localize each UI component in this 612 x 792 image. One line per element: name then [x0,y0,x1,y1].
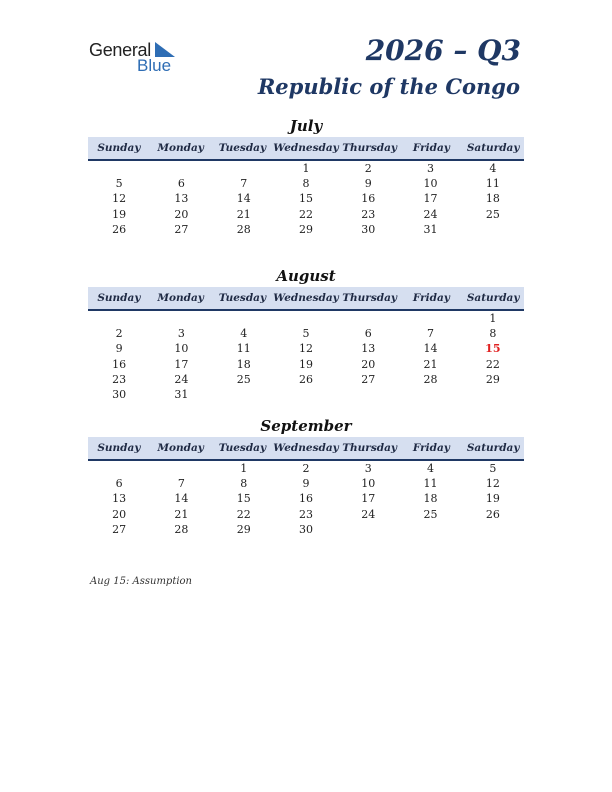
day-cell: 26 [298,372,313,386]
month-july [88,116,524,237]
day-cell: 18 [485,192,500,206]
day-cell: 21 [236,207,251,221]
week-row [88,222,524,237]
weekday-header-thursday: Thursday [342,292,397,304]
week-row [88,522,524,537]
day-cell: 2 [364,162,372,175]
day-cell [462,222,524,237]
day-cell: 7 [427,327,435,341]
holiday-day-cell: 15 [485,342,501,356]
day-cell: 30 [361,222,376,236]
day-cell [150,161,212,176]
day-cell: 4 [240,327,248,341]
weekday-header-sunday: Sunday [97,142,141,154]
day-cell: 26 [485,507,500,521]
day-cell: 30 [298,522,313,536]
day-cell: 7 [177,477,185,491]
day-cell: 31 [174,387,189,401]
day-cell [150,311,212,326]
week-row [88,491,524,506]
day-cell: 23 [112,372,127,386]
day-cell: 11 [236,342,251,356]
day-cell: 3 [427,162,435,175]
month-grid [88,461,524,537]
day-cell: 12 [485,477,500,491]
week-row [88,191,524,206]
week-row [88,207,524,222]
weekday-header-thursday: Thursday [342,442,397,454]
week-row [88,176,524,191]
day-cell: 19 [298,357,313,371]
day-cell: 20 [174,207,189,221]
day-cell: 16 [298,492,313,506]
day-cell: 28 [236,222,251,236]
day-cell: 4 [489,162,497,175]
day-cell: 27 [361,372,376,386]
day-cell [462,387,524,402]
weekday-header-sunday: Sunday [97,292,141,304]
weekday-header-saturday: Saturday [466,442,520,454]
day-cell: 3 [177,327,185,341]
day-cell: 16 [112,357,127,371]
day-cell: 9 [115,342,123,356]
day-cell: 12 [298,342,313,356]
day-cell: 22 [298,207,313,221]
weekday-header-tuesday: Tuesday [218,292,267,304]
day-cell: 15 [298,192,313,206]
day-cell: 15 [236,492,251,506]
weekday-header-sunday: Sunday [97,442,141,454]
day-cell: 28 [174,522,189,536]
week-row [88,357,524,372]
day-cell: 31 [423,222,438,236]
day-cell: 14 [174,492,189,506]
day-cell [399,387,461,402]
day-cell: 6 [364,327,372,341]
day-cell: 22 [485,357,500,371]
day-cell: 18 [236,357,251,371]
day-cell: 3 [364,462,372,475]
week-row [88,461,524,476]
day-cell: 29 [236,522,251,536]
day-cell: 16 [361,192,376,206]
weekday-header [88,287,524,311]
day-cell [275,387,337,402]
day-cell: 8 [240,477,248,491]
weekday-header-saturday: Saturday [466,142,520,154]
weekday-header-tuesday: Tuesday [218,142,267,154]
day-cell: 21 [423,357,438,371]
month-grid [88,311,524,402]
month-september [88,416,524,537]
day-cell: 17 [361,492,376,506]
week-row [88,372,524,387]
day-cell [275,311,337,326]
day-cell: 23 [361,207,376,221]
weekday-header [88,137,524,161]
day-cell: 10 [361,477,376,491]
day-cell: 24 [361,507,376,521]
day-cell: 1 [489,312,497,325]
week-row [88,476,524,491]
day-cell: 18 [423,492,438,506]
day-cell: 27 [112,522,127,536]
day-cell: 6 [115,477,123,491]
weekday-header-monday: Monday [157,142,204,154]
day-cell: 24 [423,207,438,221]
logo-text-blue: Blue [137,56,172,75]
day-cell: 23 [298,507,313,521]
weekday-header-friday: Friday [412,442,450,454]
day-cell: 5 [302,327,310,341]
day-cell: 29 [298,222,313,236]
day-cell: 11 [423,477,438,491]
day-cell [399,311,461,326]
day-cell: 9 [302,477,310,491]
day-cell [88,161,150,176]
day-cell [337,522,399,537]
month-title: August [276,267,336,285]
country-subtitle: Republic of the Congo [257,74,520,99]
day-cell: 14 [423,342,438,356]
month-august [88,266,524,402]
day-cell [462,522,524,537]
day-cell [337,387,399,402]
month-title: September [260,417,352,435]
day-cell [337,311,399,326]
day-cell: 10 [174,342,189,356]
day-cell: 22 [236,507,251,521]
weekday-header-saturday: Saturday [466,292,520,304]
day-cell: 28 [423,372,438,386]
week-row [88,326,524,341]
day-cell: 30 [112,387,127,401]
day-cell: 27 [174,222,189,236]
day-cell [213,387,275,402]
day-cell [88,461,150,476]
day-cell: 19 [112,207,127,221]
week-row [88,507,524,522]
day-cell: 25 [423,507,438,521]
day-cell: 13 [112,492,127,506]
general-blue-logo [89,40,189,76]
day-cell: 7 [240,177,248,191]
day-cell: 12 [112,192,127,206]
month-title: July [289,117,323,135]
day-cell: 8 [489,327,497,341]
day-cell: 26 [112,222,127,236]
day-cell: 20 [112,507,127,521]
day-cell: 24 [174,372,189,386]
day-cell: 25 [236,372,251,386]
month-grid [88,161,524,237]
day-cell: 2 [115,327,123,341]
day-cell: 11 [485,177,500,191]
week-row [88,311,524,326]
day-cell: 8 [302,177,310,191]
weekday-header-wednesday: Wednesday [273,142,339,154]
day-cell: 9 [364,177,372,191]
day-cell [399,522,461,537]
day-cell: 2 [302,462,310,475]
day-cell: 17 [423,192,438,206]
day-cell: 13 [361,342,376,356]
day-cell: 25 [485,207,500,221]
day-cell: 14 [236,192,251,206]
weekday-header-tuesday: Tuesday [218,442,267,454]
logo-text-general: General [89,40,151,60]
weekday-header-friday: Friday [412,142,450,154]
day-cell [213,161,275,176]
day-cell: 1 [240,462,248,475]
day-cell: 20 [361,357,376,371]
day-cell [213,311,275,326]
day-cell: 5 [115,177,123,191]
weekday-header-wednesday: Wednesday [273,442,339,454]
day-cell: 29 [485,372,500,386]
weekday-header [88,437,524,461]
week-row [88,387,524,402]
day-cell: 5 [489,462,497,475]
weekday-header-wednesday: Wednesday [273,292,339,304]
holiday-note: Aug 15: Assumption [90,576,193,587]
page-title: 2026 – Q3 [365,34,521,67]
day-cell: 4 [427,462,435,475]
week-row [88,341,524,356]
day-cell: 13 [174,192,189,206]
weekday-header-monday: Monday [157,442,204,454]
week-row [88,161,524,176]
day-cell: 10 [423,177,438,191]
weekday-header-friday: Friday [412,292,450,304]
day-cell [88,311,150,326]
day-cell: 19 [485,492,500,506]
day-cell [150,461,212,476]
day-cell: 21 [174,507,189,521]
day-cell: 1 [302,162,310,175]
weekday-header-monday: Monday [157,292,204,304]
day-cell: 17 [174,357,189,371]
day-cell: 6 [177,177,185,191]
weekday-header-thursday: Thursday [342,142,397,154]
